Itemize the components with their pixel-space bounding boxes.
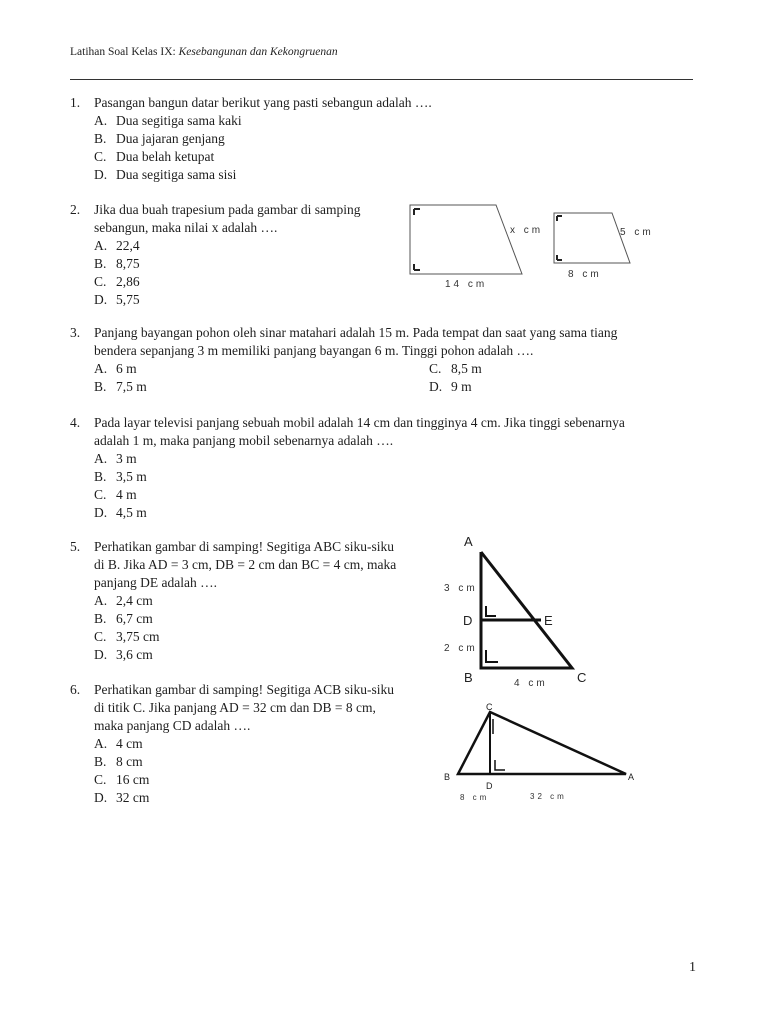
da-length-label: 32 cm [530, 792, 567, 801]
question-number: 6. [70, 682, 81, 697]
question-text-line: maka panjang CD adalah …. [94, 718, 251, 733]
small-slant-label: 5 cm [620, 227, 654, 238]
option-a: A. 4 cm [94, 736, 143, 751]
option-a: A. 2,4 cm [94, 593, 153, 608]
vertex-c-label: C [577, 670, 587, 685]
large-base-label: 14 cm [445, 279, 488, 290]
question-text-line: bendera sepanjang 3 m memiliki panjang bayangan 6 m. Tinggi pohon adalah …. [94, 343, 534, 358]
ad-length-label: 3 cm [444, 583, 478, 594]
vertex-b-label: B [464, 670, 473, 685]
option-c: C. 2,86 [94, 274, 140, 289]
option-d: D. 3,6 cm [94, 647, 153, 662]
vertex-d-label: D [486, 781, 493, 791]
header-prefix: Latihan Soal Kelas IX: [70, 46, 176, 58]
question-text-line: Pada layar televisi panjang sebuah mobil adalah 14 cm dan tingginya 4 cm. Jika tinggi sebenarnya [94, 415, 625, 430]
question-text-line: Perhatikan gambar di samping! Segitiga ACB siku-siku [94, 682, 394, 697]
option-a: A. Dua segitiga sama kaki [94, 113, 242, 128]
option-d: D. Dua segitiga sama sisi [94, 167, 237, 182]
vertex-a-label: A [464, 534, 473, 549]
question-number: 4. [70, 415, 81, 430]
option-b: B. 8 cm [94, 754, 143, 769]
small-trapezium [554, 213, 630, 263]
page-number: 1 [689, 960, 696, 975]
large-trapezium [410, 205, 522, 274]
page-header [70, 46, 338, 58]
vertex-a-label: A [628, 772, 635, 782]
question-4 [70, 414, 710, 522]
option-d: D. 32 cm [94, 790, 150, 805]
trapezium-figure [400, 196, 654, 292]
vertex-e-label: E [544, 613, 553, 628]
option-b: B. Dua jajaran genjang [94, 131, 225, 146]
header-subject: Kesebangunan dan Kekongruenan [178, 46, 338, 58]
question-text: Pasangan bangun datar berikut yang pasti sebangun adalah …. [94, 95, 432, 110]
question-number: 1. [70, 95, 81, 110]
question-text-line: Panjang bayangan pohon oleh sinar matahari adalah 15 m. Pada tempat dan saat yang sama tiang [94, 325, 618, 340]
question-1 [70, 94, 700, 184]
small-base-label: 8 cm [568, 269, 602, 280]
triangle-acb-figure [438, 698, 643, 806]
question-number: 5. [70, 539, 81, 554]
option-b: B. 6,7 cm [94, 611, 153, 626]
question-2 [70, 201, 410, 309]
option-d: D. 9 m [429, 379, 472, 394]
option-d: D. 4,5 m [94, 505, 147, 520]
triangle-acb [458, 712, 626, 774]
option-c: C. 8,5 m [429, 361, 482, 376]
option-c: C. 3,75 cm [94, 629, 160, 644]
question-text-line: di titik C. Jika panjang AD = 32 cm dan DB = 8 cm, [94, 700, 376, 715]
question-5 [70, 538, 430, 664]
question-number: 3. [70, 325, 81, 340]
question-text-line: Perhatikan gambar di samping! Segitiga ABC siku-siku [94, 539, 394, 554]
bd-length-label: 8 cm [460, 793, 490, 802]
option-a: A. 22,4 [94, 238, 140, 253]
question-text-line: Jika dua buah trapesium pada gambar di samping [94, 202, 361, 217]
option-c: C. 16 cm [94, 772, 150, 787]
question-text-line: di B. Jika AD = 3 cm, DB = 2 cm dan BC = 4 cm, maka [94, 557, 397, 572]
triangle-abc [481, 552, 572, 668]
large-slant-label: x cm [510, 225, 544, 236]
vertex-c-label: C [486, 702, 493, 712]
option-b: B. 3,5 m [94, 469, 147, 484]
db-length-label: 2 cm [444, 643, 478, 654]
bc-length-label: 4 cm [514, 678, 548, 689]
question-text-line: panjang DE adalah …. [94, 575, 217, 590]
question-text-line: sebangun, maka nilai x adalah …. [94, 220, 278, 235]
triangle-abc-figure [438, 530, 598, 692]
question-6 [70, 681, 430, 807]
vertex-d-label: D [463, 613, 473, 628]
vertex-b-label: B [444, 772, 451, 782]
question-text-line: adalah 1 m, maka panjang mobil sebenarnya adalah …. [94, 433, 394, 448]
option-b: B. 8,75 [94, 256, 140, 271]
option-d: D. 5,75 [94, 292, 140, 307]
header-divider [70, 79, 693, 80]
option-b: B. 7,5 m [94, 379, 147, 394]
question-3 [70, 324, 710, 396]
option-c: C. Dua belah ketupat [94, 149, 215, 164]
option-c: C. 4 m [94, 487, 137, 502]
option-a: A. 3 m [94, 451, 137, 466]
option-a: A. 6 m [94, 361, 137, 376]
question-number: 2. [70, 202, 81, 217]
